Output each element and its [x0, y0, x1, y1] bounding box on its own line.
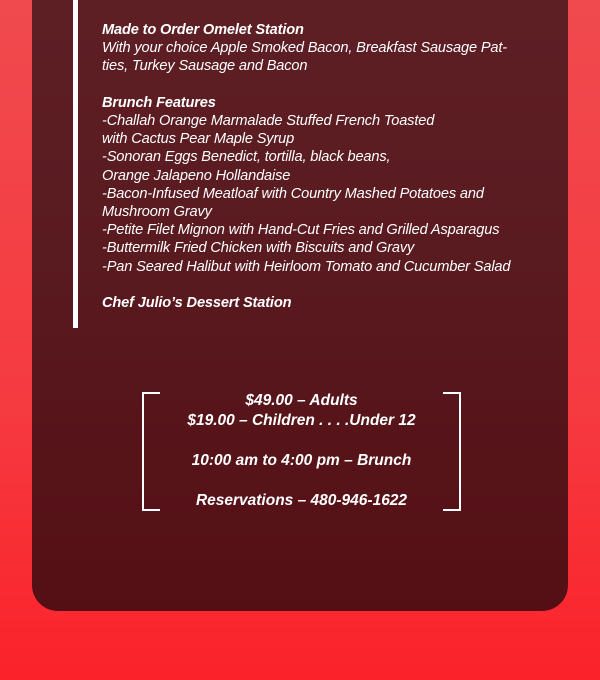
brunch-item-line: -Petite Filet Mignon with Hand-Cut Fries and Grilled Asparagus [102, 222, 500, 239]
omelet-description-line: ties, Turkey Sausage and Bacon [102, 58, 308, 75]
reservations-phone: Reservations – 480-946-1622 [195, 492, 408, 509]
dessert-station-title: Chef Julio’s Dessert Station [102, 295, 292, 312]
omelet-station-title: Made to Order Omelet Station [102, 22, 304, 38]
brunch-features-title: Brunch Features [102, 94, 216, 111]
children-price: $19.00 – Children . . . .Under 12 [187, 412, 416, 429]
right-bracket [443, 392, 461, 511]
brunch-item-line: -Pan Seared Halibut with Heirloom Tomato and Cucumber Salad [102, 258, 511, 275]
brunch-item-line: -Bacon-Infused Meatloaf with Country Mashed Potatoes and [102, 185, 484, 202]
pricing-info [160, 391, 443, 511]
menu-section [102, 21, 557, 312]
left-bracket [142, 392, 160, 511]
brunch-item-line: Mushroom Gravy [102, 204, 212, 221]
omelet-description-line: With your choice Apple Smoked Bacon, Breakfast Sausage Pat- [102, 40, 507, 57]
accent-rule [73, 0, 78, 328]
brunch-item-line: with Cactus Pear Maple Syrup [102, 131, 295, 148]
brunch-item-line: -Buttermilk Fried Chicken with Biscuits and Gravy [102, 240, 415, 257]
brunch-item-line: -Challah Orange Marmalade Stuffed French Toasted [102, 113, 435, 129]
brunch-hours: 10:00 am to 4:00 pm – Brunch [191, 452, 412, 469]
brunch-item-line: -Sonoran Eggs Benedict, tortilla, black beans, [102, 149, 391, 166]
brunch-item-line: Orange Jalapeno Hollandaise [102, 167, 291, 184]
adult-price: $49.00 – Adults [245, 392, 358, 409]
